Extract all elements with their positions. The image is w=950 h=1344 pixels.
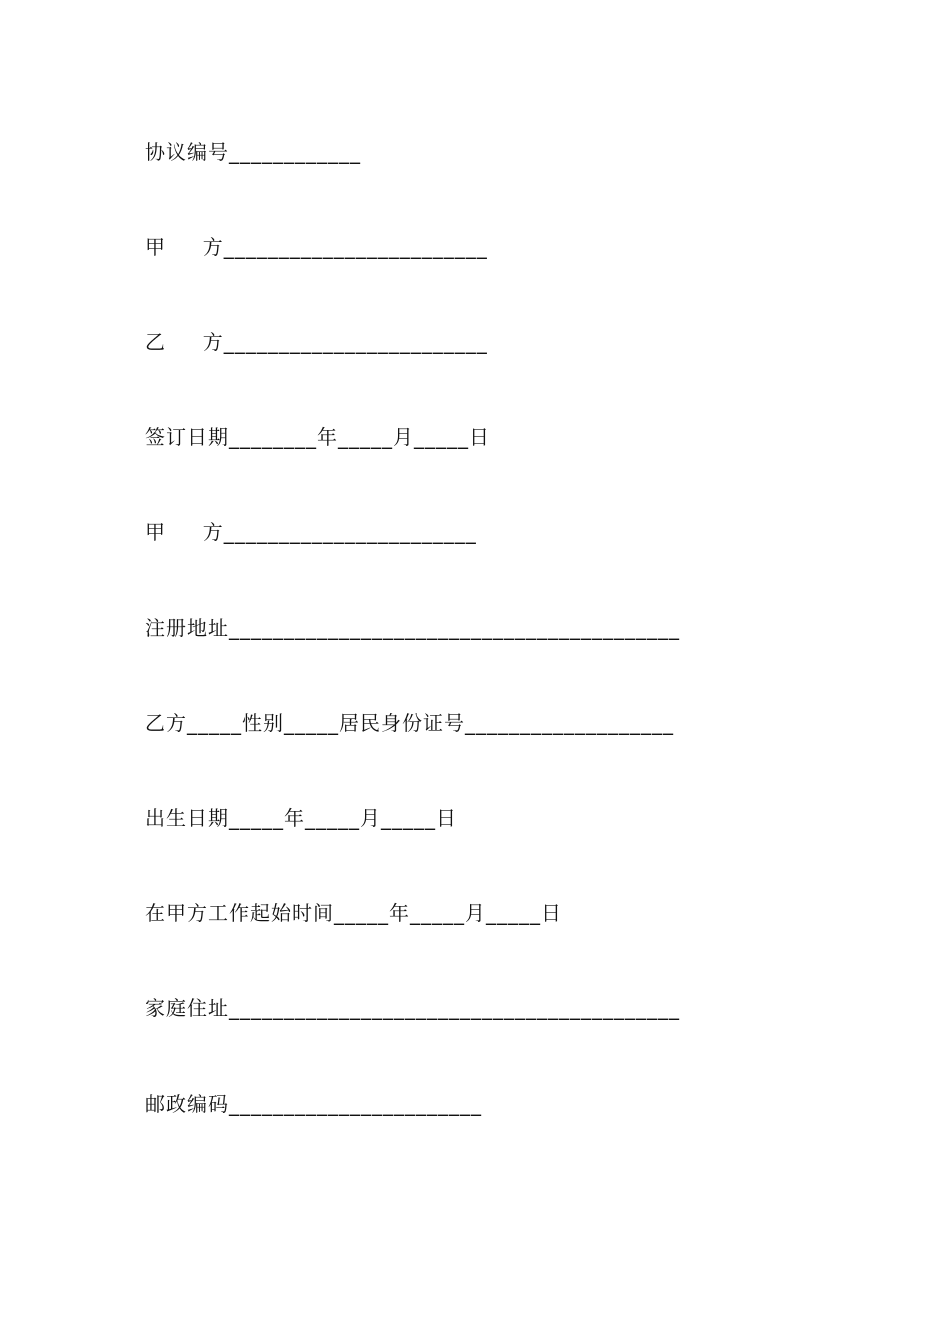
postal-code-line: 邮政编码_______________________ (145, 1092, 482, 1116)
home-address-line: 家庭住址_________________________________________ (145, 996, 680, 1020)
party-a-detail-line: 甲 方_______________________ (145, 520, 477, 544)
agreement-number-line: 协议编号____________ (145, 140, 361, 164)
party-a-line: 甲 方________________________ (145, 235, 488, 259)
party-b-line: 乙 方________________________ (145, 330, 488, 354)
party-b-id-line: 乙方_____性别_____居民身份证号___________________ (145, 711, 674, 735)
employment-start-date-line: 在甲方工作起始时间_____年_____月_____日 (145, 901, 562, 925)
registered-address-line: 注册地址_________________________________________ (145, 616, 680, 640)
signing-date-line: 签订日期________年_____月_____日 (145, 425, 490, 449)
birth-date-line: 出生日期_____年_____月_____日 (145, 806, 457, 830)
